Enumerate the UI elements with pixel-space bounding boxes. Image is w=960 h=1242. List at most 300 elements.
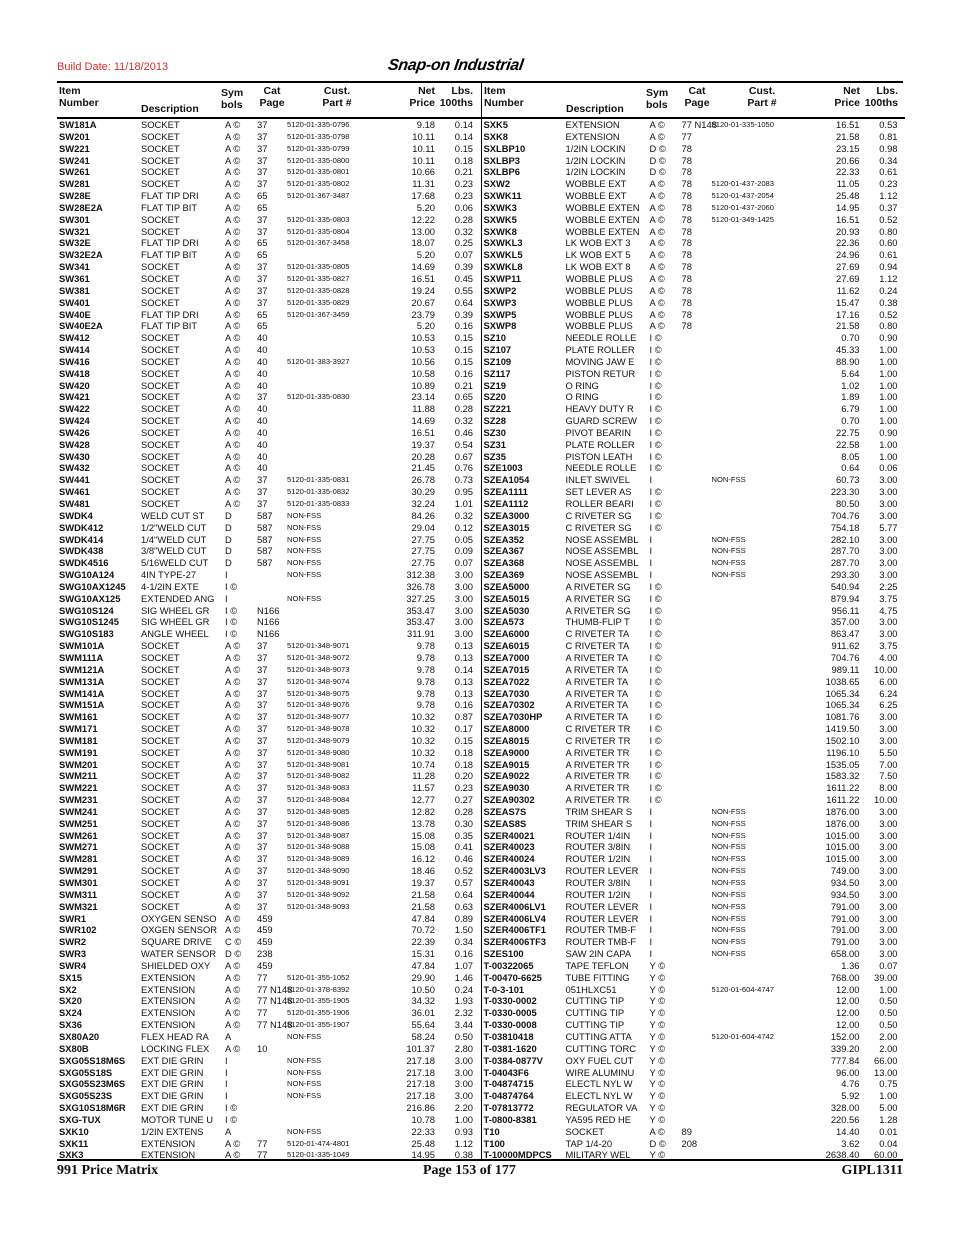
item-number: SXK11 [59, 1137, 89, 1149]
symbols: D [225, 521, 232, 533]
cat-page [682, 403, 712, 415]
description: PLATE ROLLER [565, 438, 635, 450]
net-price: 4.76 [841, 1078, 860, 1090]
weight: 0.80 [879, 320, 898, 332]
cat-page [682, 593, 712, 605]
symbols: I [649, 545, 653, 557]
weight: 0.18 [454, 746, 473, 758]
symbols: I © [649, 426, 662, 438]
symbols: I © [225, 1102, 238, 1114]
net-price: 11.31 [412, 178, 435, 190]
description: NEEDLE ROLLE [565, 332, 637, 344]
item-number: SXW2 [483, 178, 511, 190]
item-number: SWM221 [59, 782, 98, 794]
table-row [57, 759, 481, 771]
net-price: 326.78 [406, 580, 435, 592]
table-row [57, 972, 481, 984]
weight: 0.16 [454, 699, 473, 711]
item-number: T-0-3-101 [483, 983, 525, 995]
net-price: 353.47 [406, 616, 435, 628]
symbols: I © [649, 699, 662, 711]
symbols: I © [649, 734, 662, 746]
cust-part [287, 960, 387, 972]
net-price: 217.18 [406, 1054, 435, 1066]
description: EXTENSION [141, 1149, 196, 1161]
net-price: 217.18 [406, 1066, 435, 1078]
cat-page: 78 [681, 237, 692, 249]
table-row [482, 1126, 906, 1138]
table-row [57, 593, 481, 605]
cust-part: 5120-01-335-0829 [287, 297, 350, 307]
description: FLAT TIP BIT [141, 320, 198, 332]
cust-part [287, 380, 387, 392]
symbols: I [649, 900, 653, 912]
table-row [57, 202, 481, 214]
cat-page: 40 [257, 426, 268, 438]
net-price: 14.95 [836, 201, 860, 213]
description: EXTENSION [141, 1007, 196, 1019]
item-number: SWR2 [59, 936, 87, 948]
symbols: I © [649, 794, 662, 806]
item-number: SZER40044 [483, 888, 535, 900]
table-row [482, 913, 906, 925]
weight: 3.00 [879, 486, 898, 498]
description: LK WOB EXT 8 [565, 261, 631, 273]
cat-page: 37 [257, 498, 268, 509]
net-price: 12.00 [836, 1019, 860, 1031]
cust-part [712, 261, 812, 273]
table-row [57, 960, 481, 972]
cat-page [682, 1055, 712, 1067]
symbols: I © [649, 604, 662, 616]
description: SOCKET [141, 782, 180, 794]
symbols: Y © [649, 1102, 666, 1114]
table-row [482, 723, 906, 735]
weight: 0.81 [879, 130, 898, 142]
description: SOCKET [141, 663, 180, 675]
symbols: A © [225, 379, 241, 391]
symbols: I [225, 1078, 228, 1090]
cat-page [682, 451, 712, 463]
item-number: SWDK414 [59, 533, 104, 545]
table-row [482, 474, 906, 486]
cust-part: NON-FSS [711, 878, 746, 887]
cat-page: 37 [257, 154, 268, 166]
description: TRIM SHEAR S [565, 817, 633, 829]
net-price: 80.50 [836, 498, 860, 509]
symbols: A © [225, 261, 241, 273]
cust-part: NON-FSS [287, 1091, 322, 1101]
weight: 1.07 [454, 959, 473, 971]
symbols: A © [649, 1125, 665, 1137]
cat-page [257, 1090, 287, 1102]
cust-part [712, 522, 812, 534]
description: SOCKET [141, 699, 180, 711]
item-number: SW341 [59, 261, 90, 273]
cat-page: 78 [681, 284, 692, 296]
item-number: SZEA5030 [483, 604, 530, 616]
cat-page: 37 [257, 711, 268, 723]
item-number: SW201 [59, 130, 90, 142]
cat-page: 78 [681, 308, 692, 320]
symbols: A © [225, 415, 241, 427]
net-price: 55.64 [411, 1019, 435, 1031]
net-price: 357.00 [830, 616, 860, 628]
cust-part [712, 1019, 812, 1031]
net-price: 152.00 [830, 1030, 860, 1042]
table-row [57, 1043, 481, 1055]
weight: 0.06 [879, 462, 898, 474]
cat-page [257, 569, 287, 581]
weight: 3.00 [879, 900, 898, 912]
cat-page: 40 [257, 367, 268, 379]
weight: 0.73 [454, 474, 473, 486]
description: NOSE ASSEMBL [565, 569, 639, 581]
description: WELD CUT ST [141, 509, 205, 521]
description: SOCKET [141, 498, 180, 509]
description-header: Description [566, 103, 624, 115]
net-price: 25.48 [836, 190, 860, 202]
cat-page: 78 [681, 272, 692, 284]
cust-part [712, 593, 812, 605]
symbols: D © [649, 142, 666, 154]
cust-part [712, 972, 812, 984]
description: C RIVETER TA [565, 640, 630, 652]
weight: 0.90 [879, 332, 898, 344]
cat-page: 78 [681, 142, 692, 154]
weight: 2.00 [879, 1042, 898, 1054]
cat-page: 587 [257, 521, 273, 533]
item-number: SWG10AX125 [59, 592, 121, 604]
net-price: 47.84 [411, 959, 435, 971]
table-row [57, 676, 481, 688]
item-number: SW430 [59, 450, 90, 462]
table-row [57, 605, 481, 617]
description: SOCKET [141, 734, 180, 746]
table-row [482, 628, 906, 640]
item-number: SZEA5015 [483, 592, 530, 604]
cust-part: 5120-01-335-0800 [287, 155, 350, 165]
symbols: A © [225, 237, 241, 249]
description: THUMB-FLIP T [565, 616, 630, 628]
symbols: I [225, 1090, 228, 1102]
net-price: 0.70 [841, 415, 860, 427]
item-header: Item Number [484, 85, 524, 109]
header-right [481, 83, 905, 117]
cust-part [712, 960, 812, 972]
table-row [482, 368, 906, 380]
cust-part [287, 403, 387, 415]
cat-page [682, 1102, 712, 1114]
symbols: I © [649, 486, 662, 498]
symbols: Y © [649, 983, 666, 995]
cat-page: 77 N148 [681, 119, 717, 130]
cust-part: 5120-01-474-4801 [287, 1138, 350, 1148]
weight: 1.00 [879, 355, 898, 367]
cat-page [682, 652, 712, 664]
symbols: I © [649, 758, 662, 770]
symbols: A © [225, 308, 241, 320]
cat-page [682, 1078, 712, 1090]
item-number: SXK8 [483, 130, 508, 142]
net-price: 20.28 [411, 450, 435, 462]
table-row [57, 924, 481, 936]
cust-part: NON-FSS [711, 901, 746, 911]
table-row [57, 237, 481, 249]
cust-part [287, 581, 387, 593]
cat-page: 37 [257, 640, 268, 652]
net-price: 13.78 [411, 817, 435, 829]
net-price: 14.69 [411, 261, 435, 273]
weight: 0.67 [454, 450, 473, 462]
symbols: I © [649, 616, 662, 628]
cust-part [712, 1007, 812, 1019]
item-number: SXWP8 [483, 320, 517, 332]
item-number: SX24 [59, 1007, 82, 1019]
cat-page: 37 [257, 829, 268, 841]
cat-page [682, 948, 712, 960]
net-price: 989.11 [831, 663, 860, 675]
weight: 3.00 [879, 936, 898, 948]
cat-page: 77 [257, 1007, 268, 1019]
symbols: I © [649, 498, 662, 509]
cat-page: 37 [257, 900, 268, 912]
weight: 0.46 [454, 426, 473, 438]
net-price: 17.16 [836, 308, 860, 320]
symbols: I © [649, 770, 662, 782]
symbols: Y © [649, 1042, 666, 1054]
weight: 3.75 [879, 640, 898, 652]
page-number: Page 153 of 177 [423, 1163, 516, 1178]
weight: 10.00 [874, 794, 898, 806]
weight: 3.00 [879, 841, 898, 853]
weight: 3.00 [454, 592, 473, 604]
weight: 2.32 [454, 1007, 473, 1019]
item-number: SWM131A [59, 675, 105, 687]
cat-page [682, 545, 712, 557]
symbols: A © [225, 438, 241, 450]
cust-part [712, 356, 812, 368]
net-price: 22.33 [411, 1125, 435, 1137]
description: PISTON LEATH [565, 450, 633, 462]
symbols: A © [649, 261, 665, 273]
weight: 0.30 [454, 817, 473, 829]
description: SET LEVER AS [565, 486, 632, 498]
cust-part [287, 605, 387, 617]
cat-page [682, 474, 712, 486]
table-row [57, 1055, 481, 1067]
cust-part: NON-FSS [711, 534, 746, 544]
description: EXT DIE GRIN [141, 1054, 204, 1066]
cust-part: 5120-01-349-1425 [711, 214, 774, 224]
net-price: 749.00 [830, 865, 860, 877]
symbols: I © [649, 580, 662, 592]
net-price: 1196.10 [826, 746, 860, 758]
symbols: I © [649, 711, 662, 723]
cat-page [682, 901, 712, 913]
cat-page [682, 924, 712, 936]
item-number: SWM211 [59, 770, 98, 782]
cust-part [712, 759, 812, 771]
weight: 0.64 [454, 888, 473, 900]
cat-page: 40 [257, 438, 268, 450]
net-price: 217.18 [406, 1078, 435, 1090]
description: SOCKET [141, 817, 180, 829]
table-row [482, 1055, 906, 1067]
description: ROUTER LEVER [565, 912, 639, 924]
cat-page: 459 [257, 959, 273, 971]
description: ELECTL NYL W [565, 1078, 633, 1090]
description: SOCKET [141, 450, 180, 462]
weight: 3.00 [454, 1054, 473, 1066]
weight: 3.00 [879, 888, 898, 900]
cust-part: 5120-01-335-0796 [287, 120, 350, 129]
symbols: I © [649, 462, 662, 474]
cust-part: NON-FSS [287, 546, 322, 556]
net-price: 15.31 [411, 948, 435, 960]
cust-part: NON-FSS [711, 830, 746, 840]
net-price: 312.38 [406, 569, 435, 581]
item-number: SZEA573 [483, 616, 525, 628]
cust-part: 5120-01-348-9085 [287, 806, 350, 816]
net-price: 1611.22 [826, 794, 860, 806]
cust-part: NON-FSS [711, 806, 746, 816]
cust-part [712, 249, 812, 261]
item-number: SXWP11 [483, 272, 522, 284]
net-price: 16.51 [836, 119, 860, 130]
item-number: SXLBP3 [483, 154, 520, 166]
table-row [57, 119, 481, 131]
cat-page [257, 1126, 287, 1138]
cust-part: 5120-01-355-1906 [287, 1008, 350, 1018]
description: SOCKET [141, 438, 180, 450]
net-price: 1065.34 [825, 687, 860, 699]
description: SOCKET [141, 166, 180, 178]
cat-page [682, 972, 712, 984]
description: ROUTER LEVER [565, 865, 639, 877]
symbols: A © [225, 332, 241, 344]
description: SOCKET [141, 403, 180, 415]
item-number: SWR102 [59, 924, 97, 936]
description: A RIVETER TA [565, 687, 629, 699]
net-price: 96.00 [836, 1066, 860, 1078]
net-price: 1876.00 [825, 817, 860, 829]
table-row [482, 841, 906, 853]
item-number: SW428 [59, 438, 90, 450]
cat-page: 40 [257, 450, 268, 462]
description: ROUTER TMB-F [565, 936, 637, 948]
description: SOCKET [141, 415, 180, 427]
table-row [57, 285, 481, 297]
cust-part [712, 462, 812, 474]
net-price: 934.50 [830, 888, 860, 900]
cat-page [682, 1019, 712, 1031]
weight: 0.13 [454, 640, 473, 652]
cat-page: 37 [257, 758, 268, 770]
item-number: T-0330-0002 [483, 995, 537, 1007]
cat-page: 37 [257, 841, 268, 853]
cust-part: NON-FSS [287, 593, 322, 603]
cust-part-header: Cust. Part # [322, 85, 352, 109]
table-row [482, 616, 906, 628]
item-number: SW461 [59, 486, 90, 498]
cust-part: NON-FSS [711, 949, 746, 959]
description: YA595 RED HE [565, 1113, 631, 1125]
weight: 3.00 [879, 817, 898, 829]
weight: 0.14 [454, 663, 473, 675]
symbols: Y © [649, 995, 666, 1007]
weight: 3.00 [879, 877, 898, 888]
cat-page [682, 498, 712, 510]
table-row [482, 676, 906, 688]
weight: 0.16 [454, 367, 473, 379]
net-price: 10.78 [411, 1113, 435, 1125]
description: WOBBLE PLUS [565, 284, 633, 296]
net-price: 22.39 [411, 936, 435, 948]
cat-page: 77 [257, 1149, 268, 1161]
net-price: 704.76 [830, 509, 860, 521]
weight: 0.13 [454, 675, 473, 687]
table-row [57, 166, 481, 178]
item-number: SZEA367 [483, 545, 525, 557]
cust-part: 5120-01-348-9079 [287, 735, 350, 745]
cust-part [287, 320, 387, 332]
cust-part: NON-FSS [711, 925, 746, 935]
weight: 0.80 [879, 225, 898, 237]
cat-page: 78 [681, 225, 692, 237]
description: TAPE TEFLON [565, 959, 629, 971]
description: NOSE ASSEMBL [565, 533, 639, 545]
description: MOTOR TUNE U [141, 1113, 214, 1125]
net-price: 23.15 [836, 142, 860, 154]
table-row [482, 877, 906, 889]
cat-page: 77 [681, 130, 692, 142]
cat-page: 37 [257, 746, 268, 758]
symbols: I [225, 1066, 228, 1078]
description: A RIVETER TA [565, 651, 629, 663]
cust-part: 5120-01-348-9075 [287, 688, 350, 698]
cat-page: 37 [257, 391, 268, 403]
weight: 0.95 [454, 486, 473, 498]
net-price: 26.78 [411, 474, 435, 486]
item-number: T-04874715 [483, 1078, 534, 1090]
item-number: SW241 [59, 154, 90, 166]
cat-page [682, 913, 712, 925]
description: CUTTING TIP [565, 1007, 625, 1019]
cat-page [682, 747, 712, 759]
cat-page: 40 [257, 332, 268, 344]
cust-part: 5120-01-437-2083 [711, 179, 774, 189]
item-number: SWM261 [59, 829, 98, 841]
weight: 0.25 [454, 237, 473, 249]
symbols: A © [225, 640, 241, 652]
cat-page: 78 [681, 261, 692, 273]
cust-part [287, 1043, 387, 1055]
weight: 3.00 [454, 580, 473, 592]
weight: 1.00 [879, 403, 898, 415]
item-number: SWDK4 [59, 509, 93, 521]
description: SOCKET [141, 746, 180, 758]
symbols: A © [225, 130, 241, 142]
description: SOCKET [141, 794, 180, 806]
weight: 3.00 [879, 498, 898, 509]
cust-part [712, 605, 812, 617]
net-price: 29.90 [411, 971, 435, 983]
description: GUARD SCREW [565, 415, 637, 427]
table-row [482, 498, 906, 510]
description: LOCKING FLEX [141, 1042, 210, 1054]
weight: 3.00 [879, 711, 898, 723]
